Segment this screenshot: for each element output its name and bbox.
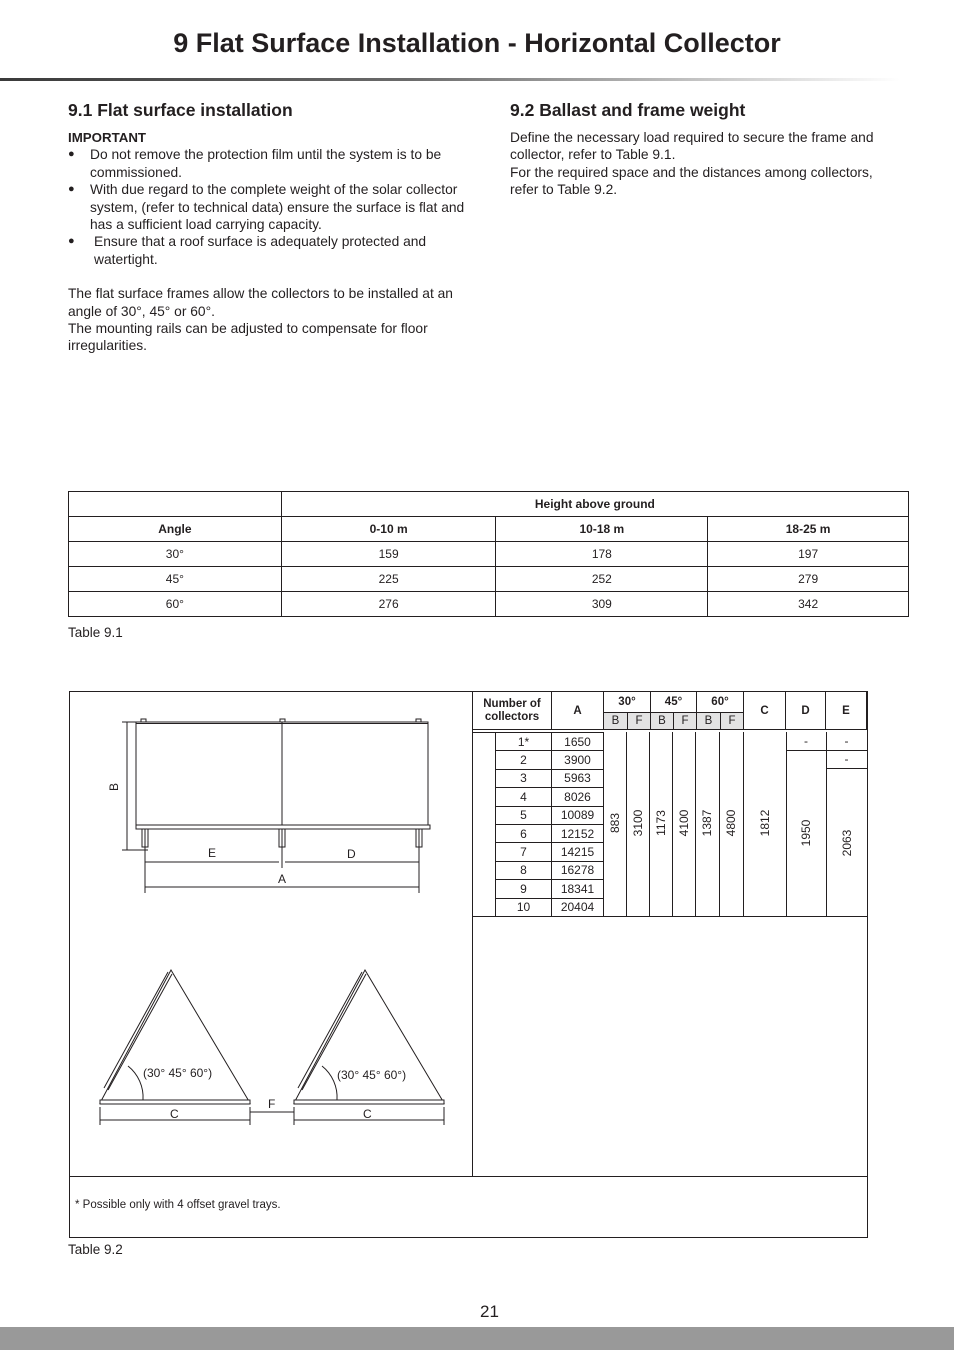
table-cell: 2 — [496, 751, 552, 769]
e-single-value: - — [844, 752, 849, 766]
table-cell: 178 — [496, 542, 708, 567]
sub-b-header: B — [651, 713, 674, 730]
table-cell: 1* — [496, 733, 552, 751]
sub-b-header: B — [604, 713, 628, 730]
sub-f-header: F — [628, 713, 651, 730]
collectors-header: Number of collectors — [473, 692, 552, 730]
tilt-angle-label: (30° 45° 60°) — [143, 1066, 213, 1080]
col-a-header: A — [552, 692, 604, 730]
table-cell: 14215 — [552, 843, 604, 861]
dimension-c-label: C — [363, 1107, 372, 1121]
table-cell: 3 — [496, 769, 552, 787]
table-cell: 276 — [281, 592, 496, 617]
angle-header: 60° — [697, 692, 744, 713]
table-cell: 1650 — [552, 733, 604, 751]
table-9-1-caption: Table 9.1 — [68, 625, 123, 640]
table-header: 10-18 m — [496, 517, 708, 542]
dimension-c-label: C — [170, 1107, 179, 1121]
sub-f-header: F — [674, 713, 697, 730]
section-9-2-heading: 9.2 Ballast and frame weight — [510, 100, 746, 120]
table-cell: 10089 — [552, 806, 604, 824]
d-value: 1950 — [799, 819, 813, 847]
table-cell: 7 — [496, 843, 552, 861]
d-single-value: - — [804, 734, 808, 748]
table-header: Angle — [69, 517, 282, 542]
table-cell: 30° — [69, 542, 282, 567]
f30-value: 3100 — [631, 809, 645, 837]
f45-value: 4100 — [677, 809, 691, 837]
important-label: IMPORTANT — [68, 130, 147, 145]
table-cell: 252 — [496, 567, 708, 592]
section-9-1-heading: 9.1 Flat surface installation — [68, 100, 293, 120]
table-cell: 8 — [496, 861, 552, 879]
table-header: 0-10 m — [281, 517, 496, 542]
sub-b-header: B — [697, 713, 721, 730]
sub-f-header: F — [721, 713, 744, 730]
important-bullet: ● Ensure that a roof surface is adequately protected and watertight. — [68, 233, 468, 268]
e-single-value: - — [844, 734, 849, 748]
col-d-header: D — [786, 692, 826, 730]
f60-value: 4800 — [724, 809, 738, 837]
col-e-header: E — [826, 692, 867, 730]
table-cell: 5963 — [552, 769, 604, 787]
b30-value: 883 — [608, 812, 622, 834]
tilt-angle-label: (30° 45° 60°) — [337, 1068, 407, 1082]
table-cell: 4 — [496, 788, 552, 806]
paragraph: For the required space and the distances among collectors, refer to Table 9.2. — [510, 164, 873, 198]
table-cell: 342 — [708, 592, 909, 617]
important-bullet: ● Do not remove the protection film until the system is to be commissioned. — [68, 146, 468, 181]
dimension-f-label: F — [268, 1097, 276, 1111]
c-value: 1812 — [758, 809, 772, 837]
table-cell: 8026 — [552, 788, 604, 806]
table-cell: 309 — [496, 592, 708, 617]
table-cell: 12152 — [552, 824, 604, 842]
paragraph: The mounting rails can be adjusted to compensate for floor irregularities. — [68, 321, 428, 354]
table-cell: 18341 — [552, 880, 604, 898]
table-group-header: Height above ground — [281, 492, 908, 517]
paragraph: Define the necessary load required to secure the frame and collector, refer to Table 9.1. — [510, 130, 874, 163]
table-cell: 60° — [69, 592, 282, 617]
b60-value: 1387 — [700, 809, 714, 837]
dimension-e-label: E — [208, 846, 217, 860]
page-number: 21 — [480, 1302, 499, 1321]
table-cell: 45° — [69, 567, 282, 592]
angle-header: 30° — [604, 692, 651, 713]
paragraph: The flat surface frames allow the collectors to be installed at an angle of 30°, 45° or 60°. — [68, 286, 453, 319]
important-bullet: ● With due regard to the complete weight of the solar collector system, (refer to technical data) ensure the surface is flat and has a sufficient load carrying capacity. — [68, 181, 468, 233]
table-cell: 197 — [708, 542, 909, 567]
table-cell: 5 — [496, 806, 552, 824]
table-9-2-caption: Table 9.2 — [68, 1242, 123, 1257]
table-cell: 225 — [281, 567, 496, 592]
table-cell: 20404 — [552, 898, 604, 916]
dimension-a-label: A — [278, 872, 287, 886]
e-value: 2063 — [840, 829, 854, 857]
table-cell: 6 — [496, 824, 552, 842]
page-title: 9 Flat Surface Installation - Horizontal Collector — [173, 28, 781, 58]
b45-value: 1173 — [654, 810, 668, 836]
table-header: 18-25 m — [708, 517, 909, 542]
dimension-b-label: B — [107, 782, 122, 792]
table-cell: 16278 — [552, 861, 604, 879]
footer-bar — [0, 1327, 954, 1350]
table-9-2-footnote: * Possible only with 4 offset gravel trays. — [75, 1199, 281, 1211]
table-cell: 3900 — [552, 751, 604, 769]
angle-header: 45° — [651, 692, 697, 713]
table-cell: 10 — [496, 898, 552, 916]
table-cell: 279 — [708, 567, 909, 592]
table-cell: 159 — [281, 542, 496, 567]
dimension-d-label: D — [347, 847, 356, 861]
table-cell: 9 — [496, 880, 552, 898]
col-c-header: C — [744, 692, 786, 730]
